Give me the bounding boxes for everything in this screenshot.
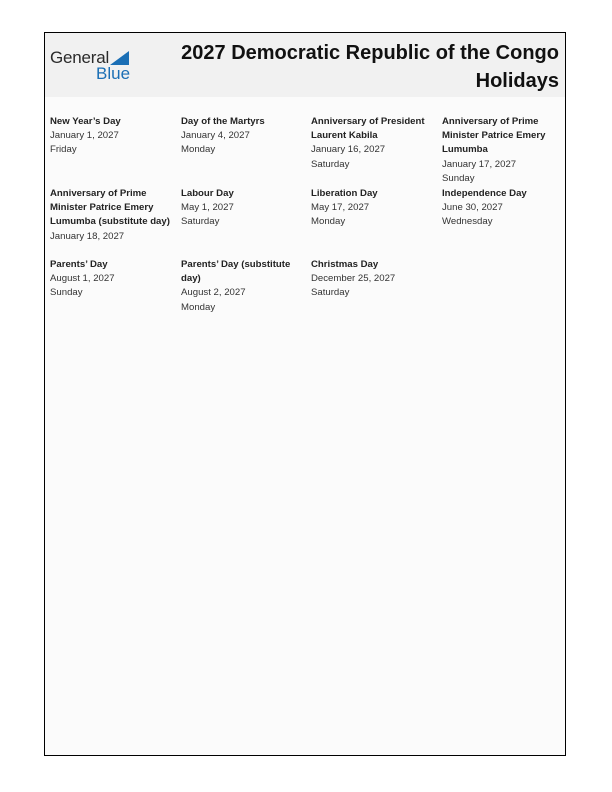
page-title: 2027 Democratic Republic of the Congo Holidays xyxy=(181,42,559,92)
holiday-date: May 17, 2027 xyxy=(311,202,370,214)
holiday-date: January 1, 2027 xyxy=(50,130,119,142)
holiday-date: January 4, 2027 xyxy=(181,130,250,142)
holiday-name: Day of the Martyrs xyxy=(181,116,265,127)
holiday-name: Anniversary of President Laurent Kabila xyxy=(311,116,425,142)
holiday-item xyxy=(181,115,305,158)
page-header xyxy=(45,33,565,97)
holiday-weekday: Saturday xyxy=(181,216,220,228)
holiday-item xyxy=(311,115,435,172)
holiday-item xyxy=(442,115,566,186)
holiday-name: Parents’ Day xyxy=(50,259,108,270)
holiday-date: August 2, 2027 xyxy=(181,287,246,299)
holiday-date: December 25, 2027 xyxy=(311,273,396,285)
holiday-name: Labour Day xyxy=(181,188,234,199)
holiday-name: Anniversary of Prime Minister Patrice Emery Lumumba xyxy=(442,116,546,156)
holiday-item xyxy=(442,187,566,230)
holiday-item xyxy=(311,187,435,230)
holiday-date: August 1, 2027 xyxy=(50,273,115,285)
holiday-weekday: Wednesday xyxy=(442,216,493,228)
holiday-date: May 1, 2027 xyxy=(181,202,234,214)
holiday-name: Christmas Day xyxy=(311,259,379,270)
holiday-item xyxy=(50,258,174,301)
holiday-date: January 16, 2027 xyxy=(311,144,386,156)
holiday-calendar-page xyxy=(44,32,566,756)
holiday-weekday: Saturday xyxy=(311,287,350,299)
generalblue-logo xyxy=(50,48,140,88)
holiday-weekday: Friday xyxy=(50,144,77,156)
holiday-date: June 30, 2027 xyxy=(442,202,503,214)
holiday-name: Liberation Day xyxy=(311,188,378,199)
holiday-name: Independence Day xyxy=(442,188,527,199)
holiday-weekday: Monday xyxy=(181,301,216,313)
holiday-name: Anniversary of Prime Minister Patrice Emery Lumumba (substitute day) xyxy=(50,188,170,228)
holiday-item xyxy=(181,258,305,315)
holiday-item xyxy=(50,187,174,244)
holiday-date: January 17, 2027 xyxy=(442,158,517,170)
holiday-weekday: Saturday xyxy=(311,158,350,170)
holiday-name: New Year’s Day xyxy=(50,116,121,127)
logo-general-text: General xyxy=(50,48,110,67)
holiday-weekday: Sunday xyxy=(442,172,475,184)
holiday-weekday: Monday xyxy=(311,216,346,228)
holiday-name: Parents’ Day (substitute day) xyxy=(181,259,291,285)
holiday-date: January 18, 2027 xyxy=(50,230,125,242)
holiday-weekday: Sunday xyxy=(50,287,83,299)
holiday-item xyxy=(50,115,174,158)
holiday-item xyxy=(181,187,305,230)
holiday-item xyxy=(311,258,435,301)
logo-blue-text: Blue xyxy=(96,64,131,83)
holiday-weekday: Monday xyxy=(181,144,216,156)
logo-triangle-icon xyxy=(110,51,129,65)
